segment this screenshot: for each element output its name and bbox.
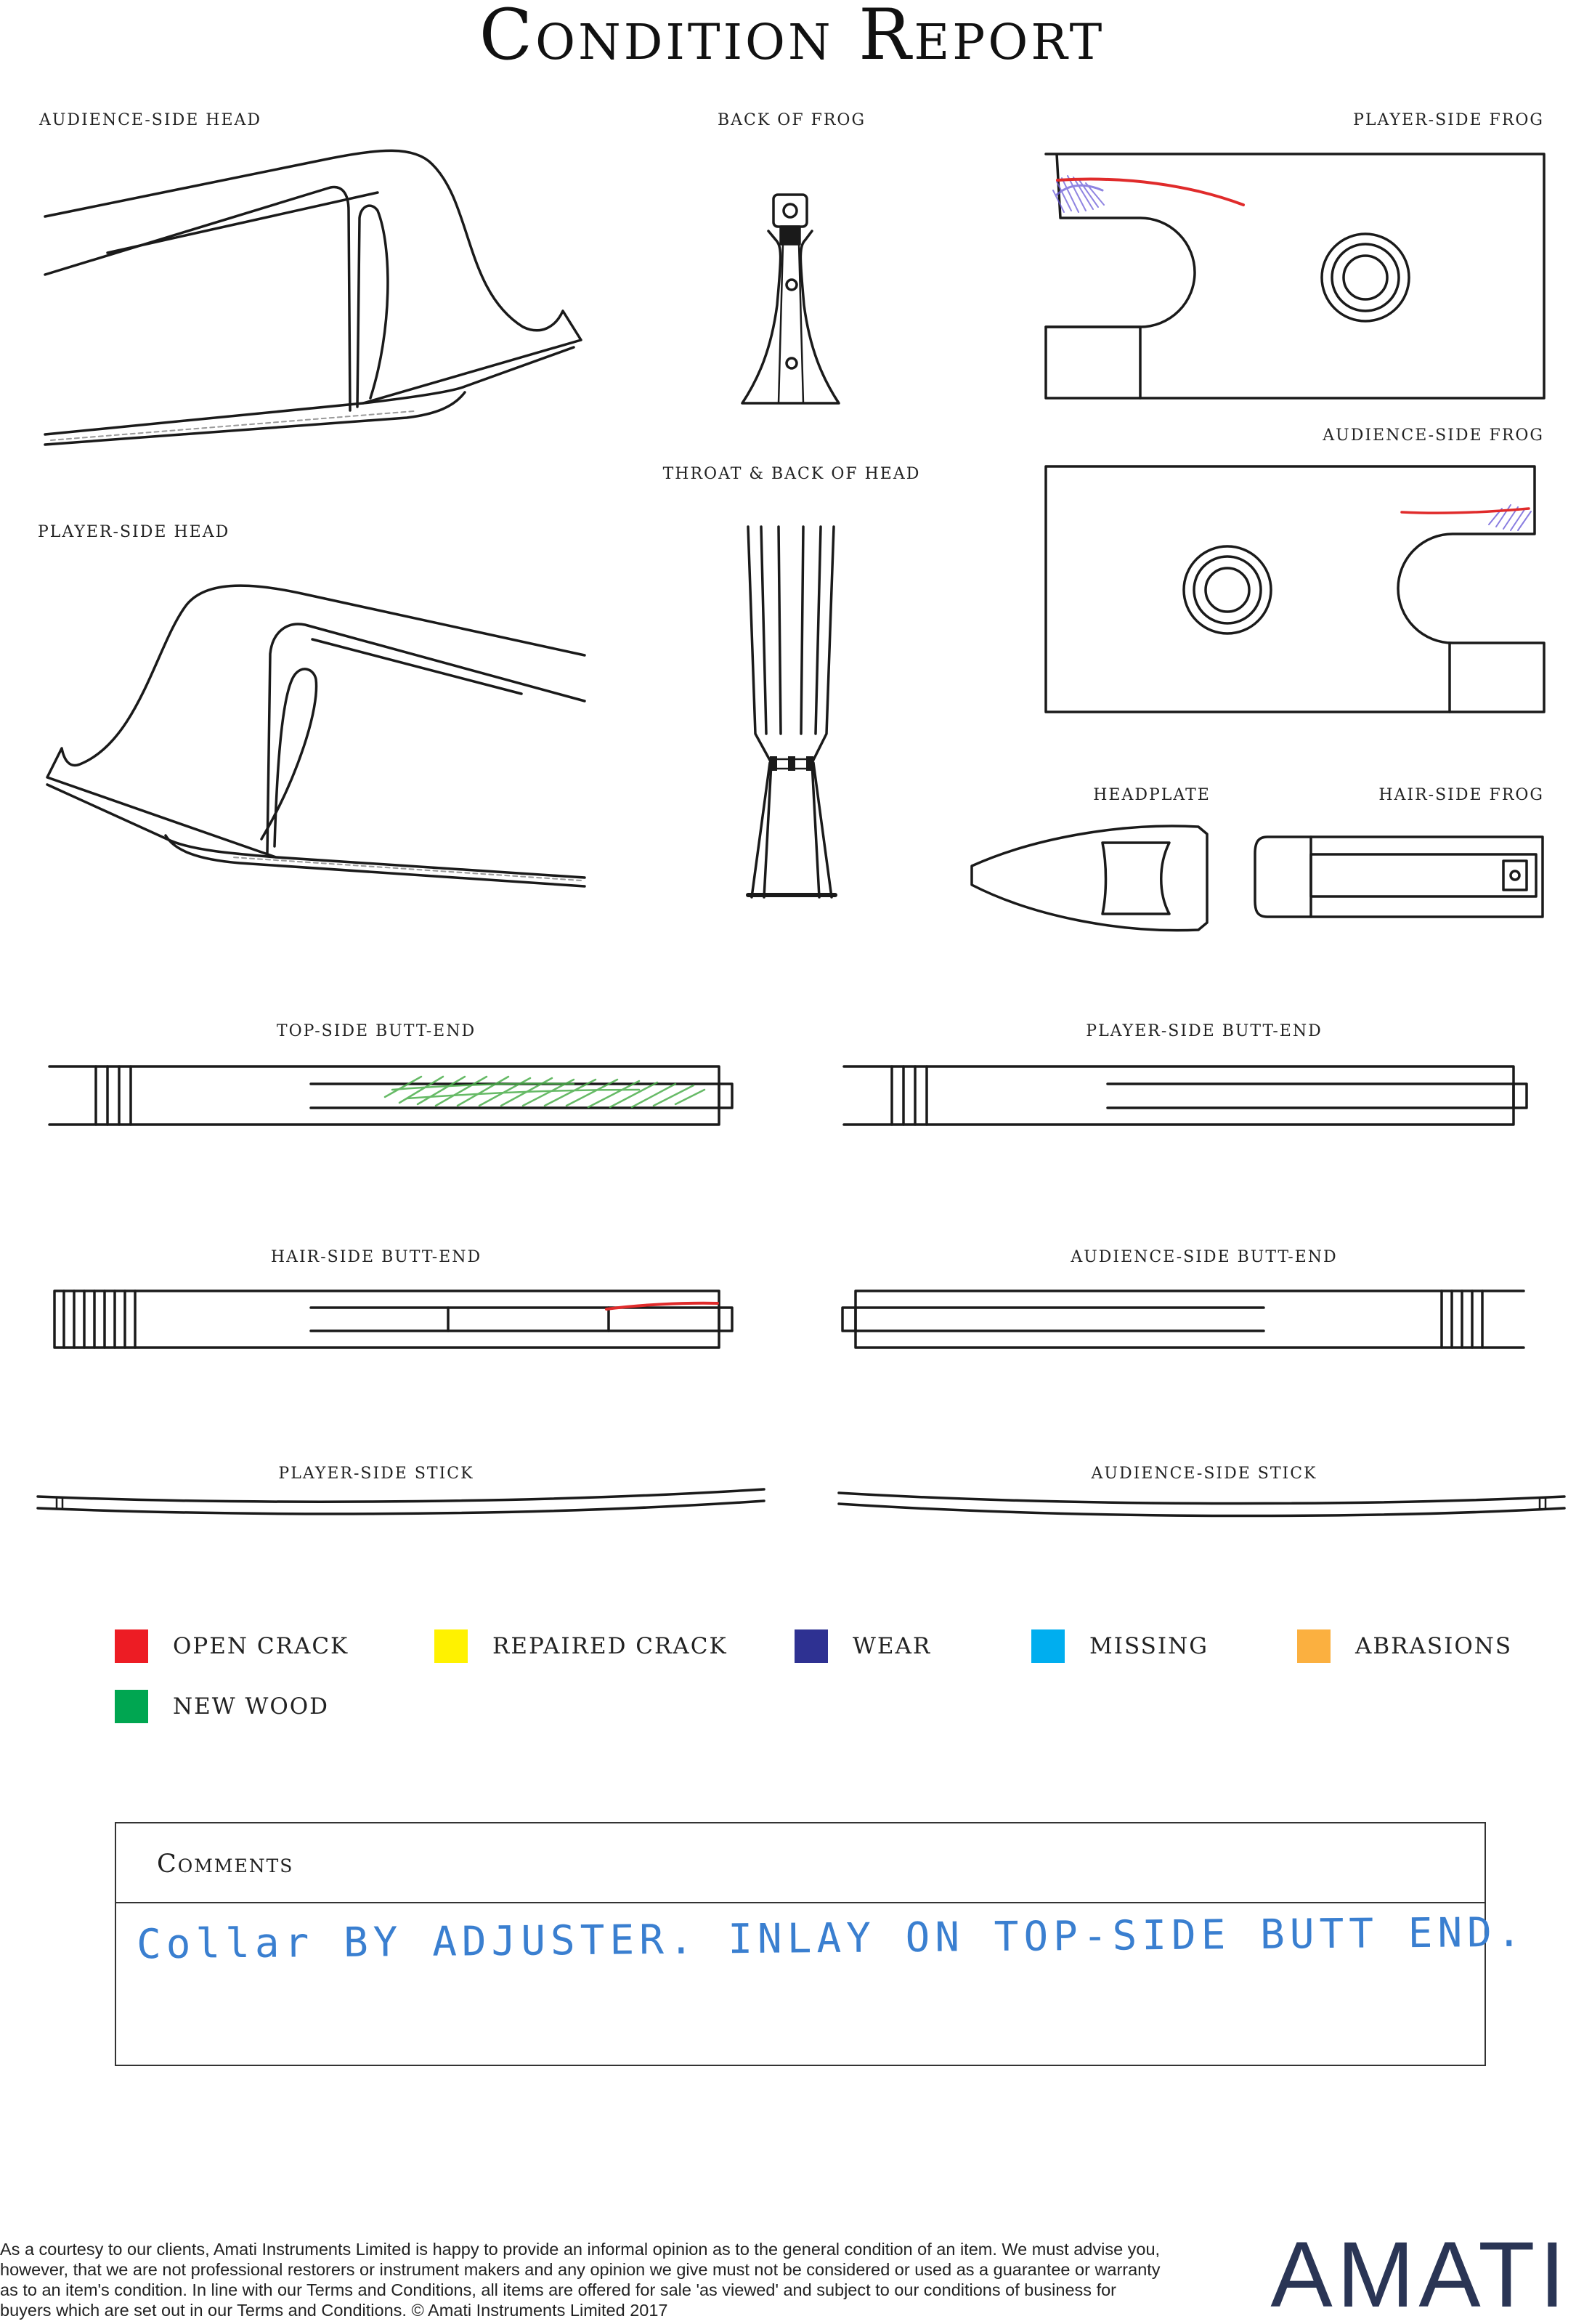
audience-side-head-drawing	[45, 150, 581, 445]
headplate-drawing	[972, 826, 1207, 931]
label-audience-side-butt-end: AUDIENCE-SIDE BUTT-END	[1071, 1248, 1338, 1266]
legend-label: REPAIRED CRACK	[492, 1633, 728, 1659]
legend-swatch-wear	[795, 1629, 828, 1663]
legend-swatch-missing	[1031, 1629, 1065, 1663]
top-side-butt-end-drawing	[49, 1066, 732, 1125]
back-of-frog-drawing	[742, 195, 839, 403]
legend-swatch-repaired-crack	[434, 1629, 468, 1663]
legend-swatch-new-wood	[115, 1690, 148, 1723]
label-player-side-frog: PLAYER-SIDE FROG	[1353, 111, 1544, 129]
label-player-side-stick: PLAYER-SIDE STICK	[278, 1465, 474, 1483]
audience-side-frog-crack-mark	[1402, 509, 1529, 513]
hair-side-frog-drawing	[1255, 837, 1543, 917]
comments-heading: Comments	[157, 1850, 294, 1879]
throat-back-of-head-drawing	[748, 527, 835, 897]
label-player-side-butt-end: PLAYER-SIDE BUTT-END	[1086, 1022, 1323, 1040]
label-audience-side-stick: AUDIENCE-SIDE STICK	[1091, 1465, 1317, 1483]
player-side-stick-drawing	[38, 1489, 764, 1514]
label-back-of-frog: BACK OF FROG	[717, 111, 866, 129]
brand-logo: AMATI	[1270, 2223, 1569, 2324]
legend-label: WEAR	[853, 1633, 932, 1659]
disclaimer-text: As a courtesy to our clients, Amati Instruments Limited is happy to provide an informal opinion as to the general condition of an item. We must advise you, however, that we are not professional restorers or instrument makers and any opinion we give must not be considered or used as a guarantee or warranty as to an item's condition. In line with our Terms and Conditions, all items are offered for sale 'as viewed' and subject to our conditions of business for buyers which are set out in our Terms and Conditions. © Amati Instruments Limited 2017	[0, 2240, 1161, 2320]
legend-label: OPEN CRACK	[173, 1633, 349, 1659]
audience-side-frog-drawing	[1046, 466, 1544, 712]
legend-swatch-abrasions	[1297, 1629, 1331, 1663]
audience-side-butt-end-drawing	[842, 1291, 1524, 1348]
label-hair-side-butt-end: HAIR-SIDE BUTT-END	[270, 1248, 482, 1266]
player-side-frog-drawing	[1046, 154, 1544, 398]
legend-label: MISSING	[1089, 1633, 1209, 1659]
label-headplate: HEADPLATE	[1093, 786, 1211, 804]
legend-label: NEW WOOD	[173, 1693, 330, 1720]
comments-header	[116, 1823, 1485, 1903]
player-side-butt-end-drawing	[844, 1066, 1527, 1125]
label-audience-side-frog: AUDIENCE-SIDE FROG	[1323, 426, 1544, 445]
label-top-side-butt-end: TOP-SIDE BUTT-END	[276, 1022, 476, 1040]
legend-label: ABRASIONS	[1355, 1633, 1513, 1659]
audience-side-stick-drawing	[839, 1493, 1564, 1516]
hair-side-butt-end-drawing	[54, 1291, 732, 1348]
label-throat-back-of-head: THROAT & BACK OF HEAD	[662, 465, 921, 483]
label-player-side-head: PLAYER-SIDE HEAD	[38, 523, 230, 541]
top-side-butt-end-new-wood-mark	[385, 1077, 704, 1107]
label-audience-side-head: AUDIENCE-SIDE HEAD	[39, 111, 262, 129]
comments-box	[115, 1822, 1527, 2066]
comments-text: Collar BY ADJUSTER. INLAY ON TOP-SIDE BUTT END.	[136, 1908, 1527, 1969]
page-title: Condition Report	[479, 0, 1105, 76]
player-side-head-drawing	[47, 586, 585, 886]
legend-swatch-open-crack	[115, 1629, 148, 1663]
label-hair-side-frog: HAIR-SIDE FROG	[1378, 786, 1544, 804]
